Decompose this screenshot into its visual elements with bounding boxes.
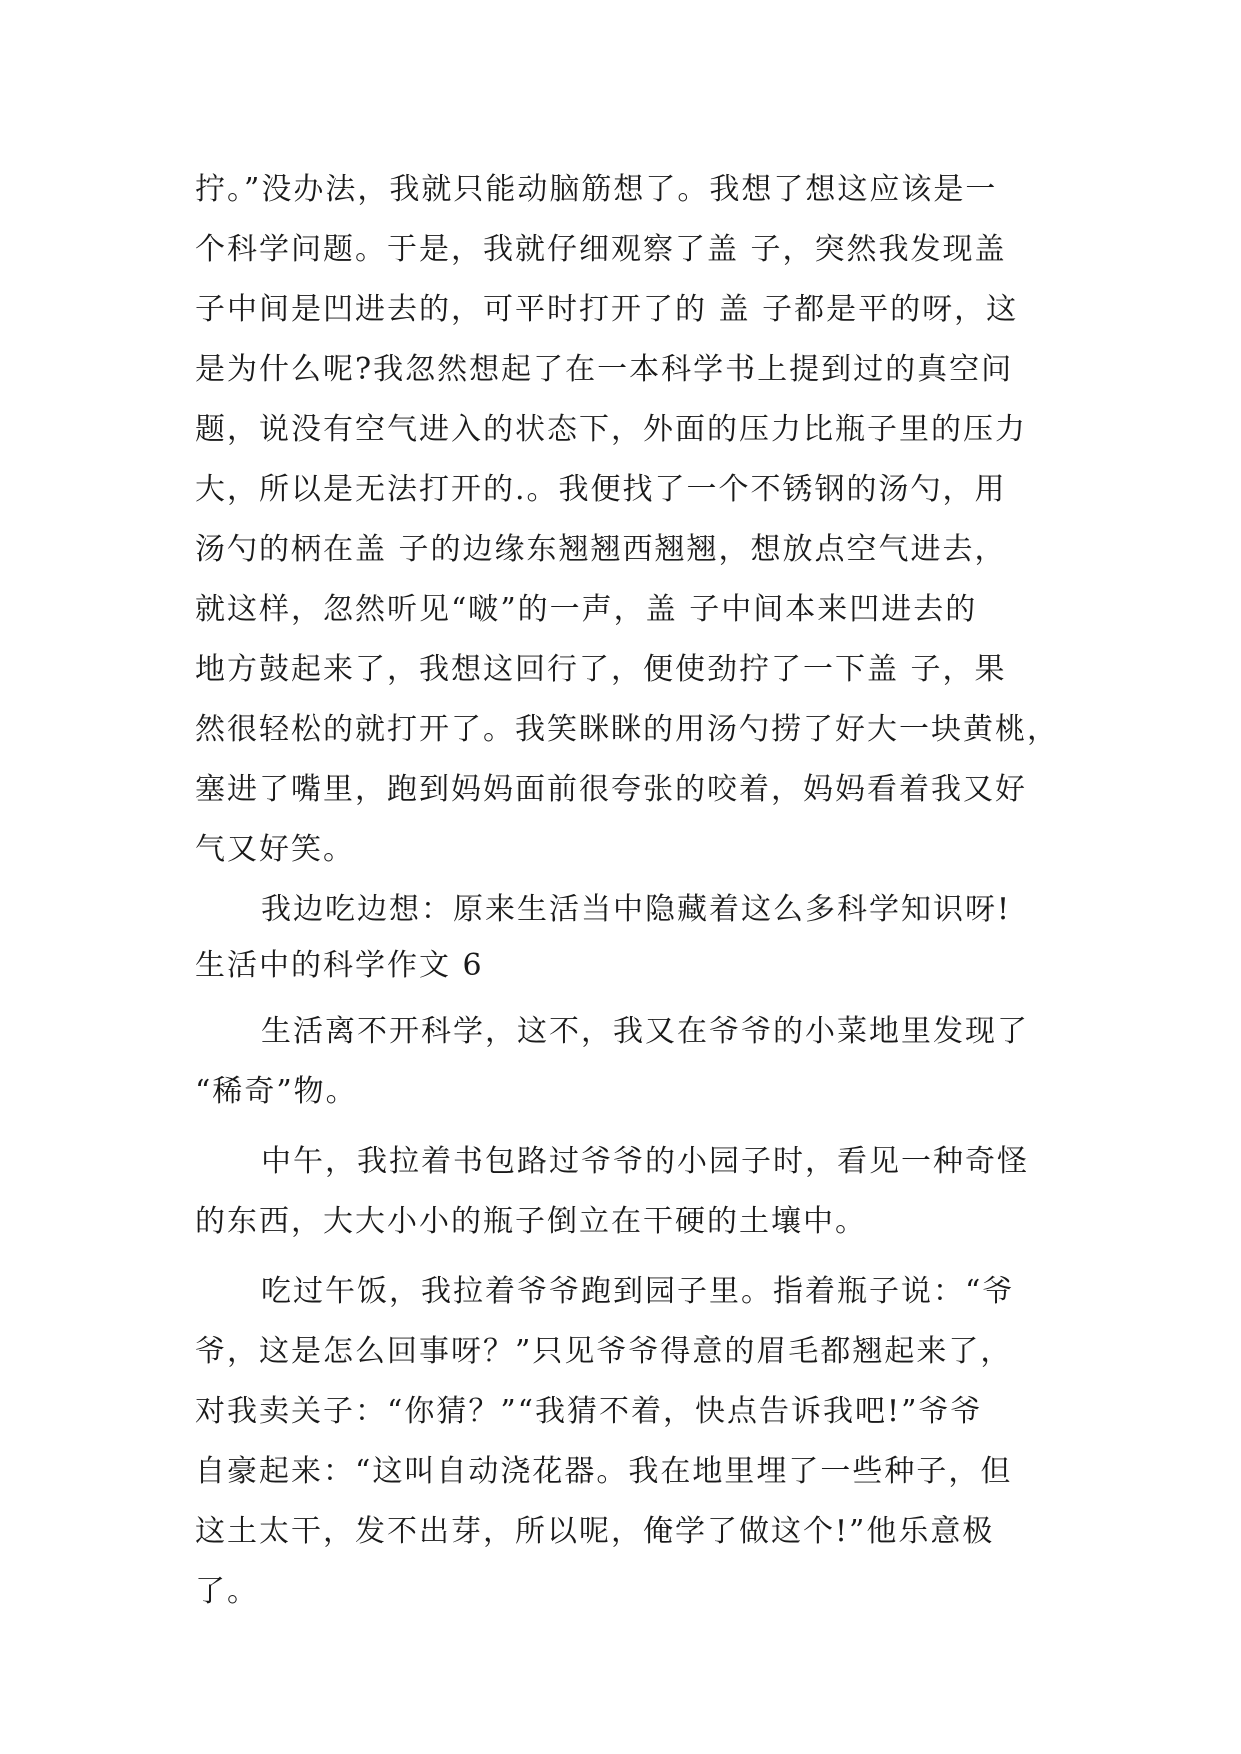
document-body: [195, 160, 1057, 1622]
section-heading: 生活中的科学作文 6: [195, 948, 484, 983]
text-line: 的东西，大大小小的瓶子倒立在干硬的土壤中。: [195, 1204, 867, 1239]
text-line: 气又好笑。: [195, 832, 355, 867]
text-line: 然很轻松的就打开了。我笑眯眯的用汤勺捞了好大一块黄桃，: [195, 712, 1059, 747]
text-line: 是为什么呢?我忽然想起了在一本科学书上提到过的真空问: [195, 352, 1014, 387]
text-line: 中午，我拉着书包路过爷爷的小园子时，看见一种奇怪: [261, 1144, 1029, 1179]
paragraph: [195, 1132, 1057, 1252]
text-line: 地方鼓起来了，我想这回行了，便使劲拧了一下盖 子，果: [195, 652, 1007, 687]
text-line: 了。: [195, 1574, 259, 1609]
text-line: 爷，这是怎么回事呀？”只见爷爷得意的眉毛都翘起来了，: [195, 1334, 1013, 1369]
text-line: 这土太干，发不出芽，所以呢，俺学了做这个!”他乐意极: [195, 1514, 995, 1549]
text-line: 吃过午饭，我拉着爷爷跑到园子里。指着瓶子说：“爷: [261, 1274, 1015, 1309]
text-line: 就这样，忽然听见“啵”的一声，盖 子中间本来凹进去的: [195, 592, 978, 627]
text-line: 生活离不开科学，这不，我又在爷爷的小菜地里发现了: [261, 1014, 1029, 1049]
text-line: 大，所以是无法打开的.。我便找了一个不锈钢的汤勺，用: [195, 472, 1007, 507]
text-line: 我边吃边想：原来生活当中隐藏着这么多科学知识呀!: [261, 892, 1012, 927]
text-line: 拧。”没办法，我就只能动脑筋想了。我想了想这应该是一: [195, 172, 998, 207]
text-line: 对我卖关子：“你猜？”“我猜不着，快点告诉我吧!”爷爷: [195, 1394, 983, 1429]
text-line: 题，说没有空气进入的状态下，外面的压力比瓶子里的压力: [195, 412, 1027, 447]
text-line: 个科学问题。于是，我就仔细观察了盖 子，突然我发现盖: [195, 232, 1007, 267]
text-line: 子中间是凹进去的，可平时打开了的 盖 子都是平的呀，这: [195, 292, 1019, 327]
text-line: “稀奇”物。: [195, 1074, 358, 1109]
text-line: 塞进了嘴里，跑到妈妈面前很夸张的咬着，妈妈看着我又好: [195, 772, 1027, 807]
paragraph: [195, 880, 1057, 940]
paragraph: [195, 160, 1057, 880]
paragraph: [195, 1002, 1057, 1122]
paragraph: [195, 1262, 1057, 1622]
text-line: 汤勺的柄在盖 子的边缘东翘翘西翘翘，想放点空气进去，: [195, 532, 1007, 567]
text-line: 自豪起来：“这叫自动浇花器。我在地里埋了一些种子，但: [195, 1454, 1013, 1489]
